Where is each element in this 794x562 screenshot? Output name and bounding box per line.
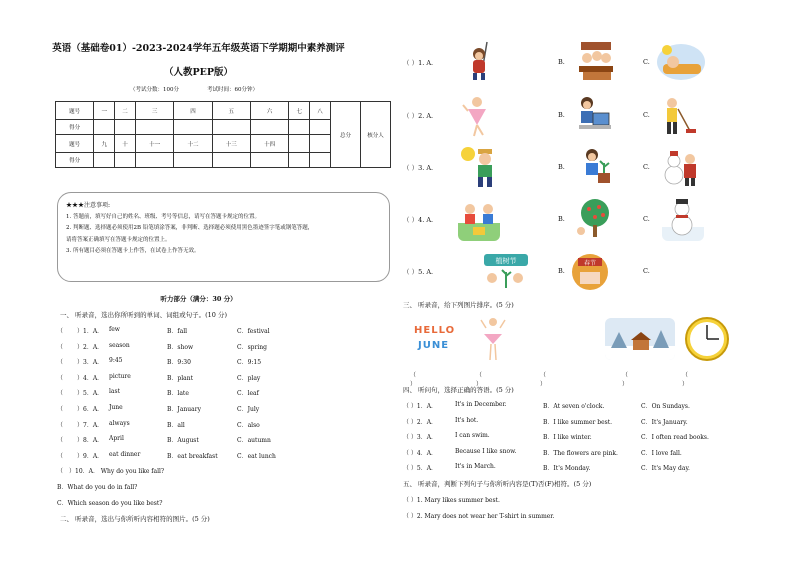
option-b[interactable]: B．I like winter.: [543, 434, 592, 441]
score-cell: 八: [310, 102, 331, 120]
page-title: 英语（基础卷01）-2023-2024学年五年级英语下学期期中素养测评: [52, 43, 345, 54]
score-input-cell[interactable]: [212, 153, 250, 168]
option-b[interactable]: B．plant: [167, 374, 194, 382]
option-a[interactable]: It's in December.: [455, 401, 507, 408]
score-cell: 题号: [56, 102, 94, 120]
score-cell: 一: [94, 102, 115, 120]
score-cell: 五: [212, 102, 250, 120]
q10-bracket[interactable]: （: [57, 468, 64, 475]
listening-header: 听力部分（满分：30 分）: [160, 295, 237, 303]
question-number: ）7．A．: [77, 421, 104, 429]
option-a[interactable]: eat dinner: [109, 450, 141, 458]
score-cell: 七: [289, 102, 310, 120]
score-cell: [289, 135, 310, 153]
picture-option-a[interactable]: （ ）4. A.: [403, 216, 434, 224]
score-input-cell[interactable]: [289, 120, 310, 135]
option-b[interactable]: B．August: [167, 437, 199, 445]
score-cell: 十一: [135, 135, 173, 153]
tf-question: （ ）2. Mary does not wear her T-shirt in summer.: [403, 513, 555, 520]
option-c[interactable]: C．July: [237, 406, 260, 413]
question-number: ）6．A．: [77, 406, 104, 413]
q10-option-b: B．What do you do in fall?: [57, 484, 138, 491]
picture-option-c[interactable]: C.: [643, 267, 650, 275]
score-cell: 十四: [250, 135, 288, 153]
score-cell: 得分: [56, 120, 94, 135]
question-number[interactable]: （ ）2．A．: [403, 418, 438, 426]
answer-bracket[interactable]: （: [57, 374, 64, 382]
option-c[interactable]: C．I often read books.: [641, 434, 709, 441]
answer-bracket[interactable]: （: [57, 359, 64, 367]
boy-sleeping-picture: [655, 40, 707, 82]
answer-bracket[interactable]: （: [57, 406, 64, 413]
section2-title: 二、 听录音，选出与你所听内容相符的图片。(5 分): [60, 515, 210, 523]
answer-bracket[interactable]: （: [57, 390, 64, 398]
picture-option-a[interactable]: （ ）5. A.: [403, 268, 434, 276]
winter-house-picture: [605, 318, 675, 360]
score-cell: 六: [250, 102, 288, 120]
picture-option-c[interactable]: C.: [643, 215, 650, 223]
score-input-cell[interactable]: [94, 153, 115, 168]
boy-sun-picture: [458, 145, 500, 189]
option-b[interactable]: B．eat breakfast: [167, 452, 218, 460]
notes-box: [57, 192, 390, 282]
option-c[interactable]: C．It's May day.: [641, 465, 690, 472]
notes-item: 请将答案正确填写在答题卡规定的位置上。: [66, 236, 171, 243]
clock-picture: [684, 316, 730, 362]
option-a[interactable]: It's in March.: [455, 463, 496, 470]
score-cell: 十三: [212, 135, 250, 153]
picture-option-b[interactable]: B.: [558, 58, 565, 66]
option-c[interactable]: C．also: [237, 421, 260, 429]
notes-item: 1. 答题前，填写好自己的姓名、班级、考号等信息，请写在答题卡规定的位置。: [66, 213, 260, 220]
question-number: ）1．A．: [77, 328, 104, 335]
option-c[interactable]: C．eat lunch: [237, 452, 276, 460]
question-number[interactable]: （ ）3．A．: [403, 434, 438, 441]
order-bracket[interactable]: （ ）: [682, 372, 689, 388]
section4-title: 四、 听问句，选择正确的答语。(5 分): [403, 386, 514, 394]
score-input-cell[interactable]: [115, 153, 136, 168]
snowman-winter-picture: [662, 197, 704, 241]
question-number[interactable]: （ ）1．A．: [403, 403, 438, 410]
option-c[interactable]: C．9:15: [237, 359, 262, 367]
picture-option-c[interactable]: C.: [643, 111, 650, 119]
score-table: [55, 101, 391, 168]
option-a[interactable]: few: [109, 326, 120, 333]
option-c[interactable]: C．leaf: [237, 390, 259, 398]
question-number[interactable]: （ ）4．A．: [403, 449, 438, 457]
ballerina-picture: [480, 316, 506, 362]
order-bracket[interactable]: （ ）: [476, 372, 483, 388]
kids-picnic-picture: [458, 197, 500, 241]
section5-title: 五、 听录音，判断下列句子与你所听内容是(T)否(F)相符。(5 分): [403, 480, 592, 488]
option-a[interactable]: always: [109, 419, 130, 427]
q10-prompt: [57, 466, 164, 475]
option-a[interactable]: I can swim.: [455, 432, 490, 439]
grader-cell: 核分人: [361, 102, 391, 168]
question-number: ）3．A．: [77, 359, 104, 367]
notes-item: 2. 判断题、选择题必须使用2B 铅笔填涂答案，非判断、选择题必须使用黑色墨迹签字笔或钢笔答题，: [66, 225, 314, 231]
option-b[interactable]: B．9:30: [167, 359, 191, 367]
answer-bracket[interactable]: （: [57, 343, 64, 351]
score-cell: 九: [94, 135, 115, 153]
q10-option-c: C．Which season do you like best?: [57, 500, 163, 507]
question-number[interactable]: （ ）5．A．: [403, 465, 438, 472]
score-input-cell: [289, 153, 310, 168]
answer-bracket[interactable]: （: [57, 421, 64, 429]
section3-title: 三、 听录音，给下列图片排序。(5 分): [403, 301, 514, 309]
option-c[interactable]: C．autumn: [237, 437, 271, 445]
exam-time: 考试时间：60分钟）: [207, 87, 258, 93]
score-input-cell[interactable]: [135, 153, 173, 168]
score-input-cell[interactable]: [115, 120, 136, 135]
option-c[interactable]: C．play: [237, 374, 261, 382]
family-eating-picture: [575, 40, 617, 82]
option-b[interactable]: B．all: [167, 421, 185, 429]
apple-tree-picture: [573, 197, 617, 241]
option-b[interactable]: B．At seven o'clock.: [543, 403, 605, 410]
score-input-cell[interactable]: [310, 120, 331, 135]
score-cell: 得分: [56, 153, 94, 168]
page-subtitle: （人教PEP版）: [163, 67, 234, 78]
answer-bracket[interactable]: （: [57, 328, 64, 335]
section1-title: 一、 听录音，选出你所听到的单词、词组或句子。(10 分): [60, 311, 227, 319]
option-a[interactable]: It's hot.: [455, 416, 479, 424]
order-bracket[interactable]: （ ）: [410, 372, 417, 388]
tree-planting-day-picture: [480, 250, 532, 292]
picture-option-a[interactable]: （ ）2. A.: [403, 112, 434, 120]
score-input-cell[interactable]: [250, 120, 288, 135]
picture-option-a[interactable]: （ ）3. A.: [403, 164, 434, 172]
option-c[interactable]: C．spring: [237, 343, 268, 351]
option-a[interactable]: April: [109, 435, 124, 443]
picture-option-c[interactable]: C.: [643, 163, 650, 171]
score-cell: 三: [135, 102, 173, 120]
order-bracket[interactable]: （ ）: [540, 372, 547, 388]
option-b[interactable]: B．fall: [167, 328, 188, 335]
option-b[interactable]: B．January: [167, 406, 201, 413]
option-a[interactable]: 9:45: [109, 357, 123, 365]
score-cell: 题号: [56, 135, 94, 153]
score-cell: 四: [174, 102, 212, 120]
boy-sweeping-picture: [658, 95, 698, 137]
score-cell: 十: [115, 135, 136, 153]
answer-bracket[interactable]: （: [57, 437, 64, 445]
q10-text: ）10．A． Why do you like fall?: [69, 468, 165, 475]
question-number: ）4．A．: [77, 374, 104, 382]
option-c[interactable]: C．It's January.: [641, 418, 688, 426]
total-score-cell: 总分: [331, 102, 361, 168]
june-text: JUNE: [418, 340, 450, 351]
spring-festival-picture: [570, 250, 610, 294]
notes-header: ★★★注意事项:: [66, 202, 111, 209]
score-input-cell[interactable]: [174, 120, 212, 135]
order-bracket[interactable]: （ ）: [622, 372, 629, 388]
snowman-kid-picture: [662, 145, 702, 189]
boy-fencing-picture: [465, 40, 495, 82]
option-b[interactable]: B．late: [167, 390, 189, 398]
score-cell: 二: [115, 102, 136, 120]
exam-meta: [130, 85, 258, 93]
answer-bracket[interactable]: （: [57, 452, 64, 460]
spring-sign-text: 春节: [583, 260, 597, 267]
picture-option-c[interactable]: C.: [643, 58, 650, 66]
notes-item: 3. 所有题目必须在答题卡上作答，在试卷上作答无效。: [66, 248, 200, 254]
question-number: ）2．A．: [77, 343, 104, 351]
hello-text: HELLO: [414, 325, 456, 336]
question-number: ）9．A．: [77, 452, 104, 460]
picture-option-b[interactable]: B.: [558, 267, 565, 275]
option-a[interactable]: picture: [109, 372, 131, 380]
picture-option-b[interactable]: B.: [558, 215, 565, 223]
festival-sign-text: 植树节: [495, 257, 517, 265]
option-b[interactable]: B．show: [167, 343, 194, 351]
score-cell: 十二: [174, 135, 212, 153]
score-input-cell[interactable]: [135, 120, 173, 135]
picture-option-b[interactable]: B.: [558, 163, 565, 171]
girl-dancing-picture: [462, 95, 492, 137]
score-input-cell[interactable]: [174, 153, 212, 168]
tf-question: （ ）1. Mary likes summer best.: [403, 497, 500, 504]
option-b[interactable]: B．I like summer best.: [543, 418, 613, 426]
option-a[interactable]: season: [109, 341, 130, 349]
score-input-cell[interactable]: [212, 120, 250, 135]
option-a[interactable]: last: [109, 388, 120, 396]
question-number: ）5．A．: [77, 390, 104, 398]
option-c[interactable]: C．I love fall.: [641, 449, 682, 457]
boy-planting-picture: [576, 145, 616, 189]
exam-score: （考试分数：100分: [130, 87, 179, 93]
option-a[interactable]: Because I like snow.: [455, 447, 517, 455]
picture-option-a[interactable]: （ ）1. A.: [403, 59, 434, 67]
option-b[interactable]: B．It's Monday.: [543, 465, 591, 472]
score-cell: [310, 135, 331, 153]
question-number: ）8．A．: [77, 437, 104, 445]
option-a[interactable]: June: [109, 404, 123, 411]
score-input-cell[interactable]: [250, 153, 288, 168]
option-b[interactable]: B．The flowers are pink.: [543, 449, 618, 457]
picture-option-b[interactable]: B.: [558, 111, 565, 119]
boy-computer-picture: [575, 95, 613, 137]
score-input-cell: [310, 153, 331, 168]
score-input-cell[interactable]: [94, 120, 115, 135]
option-c[interactable]: C．festival: [237, 328, 270, 335]
option-c[interactable]: C．On Sundays.: [641, 403, 690, 410]
